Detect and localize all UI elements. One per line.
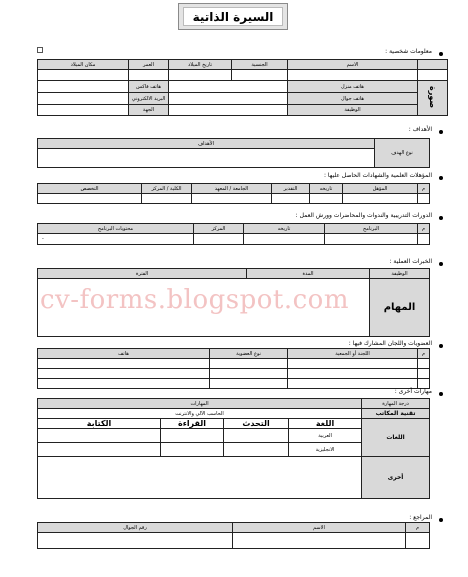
memberships-table	[37, 348, 430, 389]
skill-level-label: درجة المهارة	[362, 399, 430, 409]
mem-header-type: نوع العضوية	[210, 349, 288, 359]
edu-header-date: تاريخه	[310, 184, 343, 194]
mem-header-phone: هاتف	[38, 349, 210, 359]
section-memberships: العضويات واللجان المشارك فيها :	[348, 340, 432, 347]
employer-value[interactable]	[38, 105, 129, 116]
training-header-program: البرنامج	[325, 224, 418, 234]
bullet-icon	[439, 52, 443, 56]
mem-header-committee: اللجنة أو الجمعية	[288, 349, 418, 359]
page-title: السيرة الذاتية	[183, 7, 283, 26]
section-personal: معلومات شخصية :	[385, 48, 432, 55]
section-goals: الأهداف :	[408, 126, 432, 133]
edu-header-university: الجامعة / المعهد	[192, 184, 272, 194]
age-header: العمر	[129, 60, 169, 70]
birthplace-value[interactable]	[38, 70, 129, 81]
lang-header-reading: القراءة	[161, 419, 224, 429]
personal-table	[37, 59, 448, 116]
watermark: cv-forms.blogspot.com	[40, 285, 349, 315]
training-table	[37, 223, 430, 245]
languages-label: اللغات	[362, 419, 430, 457]
name-header: الاسم	[288, 60, 418, 70]
nationality-value[interactable]	[232, 70, 288, 81]
age-value[interactable]	[129, 70, 169, 81]
employer-label: الجهة	[129, 105, 169, 116]
edu-header-grade: التقدير	[272, 184, 310, 194]
bullet-icon	[439, 130, 443, 134]
exp-header-job: الوظيفة	[370, 269, 430, 279]
photo-cell	[418, 81, 448, 116]
section-skills: مهارات أخرى :	[394, 388, 432, 395]
lang-arabic: العربية	[289, 429, 362, 443]
edu-header-major: التخصص	[38, 184, 142, 194]
training-header-content: محتويات البرنامج	[38, 224, 194, 234]
fax-value[interactable]	[38, 81, 129, 93]
mobile-label: هاتف جوال	[288, 93, 418, 105]
section-experience: الخبرات العملية :	[389, 258, 432, 265]
photo-label: صورة	[428, 85, 437, 109]
exp-header-period: الفترة	[38, 269, 247, 279]
lang-header-writing: الكتابة	[38, 419, 161, 429]
home-phone-value[interactable]	[169, 81, 288, 93]
skills-table	[37, 398, 430, 499]
goals-value[interactable]	[38, 149, 375, 168]
job-value[interactable]	[169, 105, 288, 116]
other-skills-value[interactable]	[38, 457, 362, 499]
lang-header-speaking: التحدث	[224, 419, 289, 429]
mobile-value[interactable]	[169, 93, 288, 105]
computer-skills: الحاسب الآلي والانترنت	[38, 409, 362, 419]
lang-english: الانجليزية	[289, 443, 362, 457]
email-label: البريد الالكتروني	[129, 93, 169, 105]
ref-header-mobile: رقم الجوال	[38, 523, 233, 533]
email-value[interactable]	[38, 93, 129, 105]
goals-table	[37, 138, 430, 168]
references-table	[37, 522, 430, 549]
job-label: الوظيفة	[288, 105, 418, 116]
bullet-icon	[439, 216, 443, 220]
section-training: الدورات التدريبية والندوات والمحاضرات وورش العمل :	[295, 212, 432, 219]
training-header-date: تاريخه	[244, 224, 325, 234]
birthdate-header: تاريخ الميلاد	[169, 60, 232, 70]
training-header-center: المركز	[194, 224, 244, 234]
section-references: المراجع :	[409, 514, 432, 521]
tasks-label: المهام	[370, 279, 430, 337]
mem-header-num: م	[418, 349, 430, 359]
lang-header-language: اللغة	[289, 419, 362, 429]
home-phone-label: هاتف منزل	[288, 81, 418, 93]
goal-type-label: نوع الهدف	[375, 139, 430, 168]
ref-header-name: الاسم	[233, 523, 406, 533]
other-skills-label: أخرى	[362, 457, 430, 499]
edu-header-num: م	[418, 184, 430, 194]
bullet-icon	[439, 344, 443, 348]
edu-header-college: الكلية / المركز	[142, 184, 192, 194]
correspondence-label: تقنية المكاتب	[362, 409, 430, 419]
nationality-header: الجنسية	[232, 60, 288, 70]
exp-header-duration: المدة	[247, 269, 370, 279]
goals-header: الأهداف	[38, 139, 375, 149]
title-box	[178, 3, 288, 30]
bullet-icon	[439, 262, 443, 266]
training-dash: -	[38, 234, 194, 245]
training-header-num: م	[418, 224, 430, 234]
section-education: المؤهلات العلمية والشهادات الحاصل عليها :	[323, 172, 432, 179]
name-value[interactable]	[288, 70, 418, 81]
skills-header: المهارات	[38, 399, 362, 409]
checkbox[interactable]	[37, 47, 43, 53]
edu-header-degree: المؤهل	[343, 184, 418, 194]
birthplace-header: مكان الميلاد	[38, 60, 129, 70]
education-table	[37, 183, 430, 204]
fax-label: هاتف فاكس	[129, 81, 169, 93]
bullet-icon	[439, 392, 443, 396]
bullet-icon	[439, 518, 443, 522]
bullet-icon	[439, 176, 443, 180]
birthdate-value[interactable]	[169, 70, 232, 81]
ref-header-num: م	[406, 523, 430, 533]
